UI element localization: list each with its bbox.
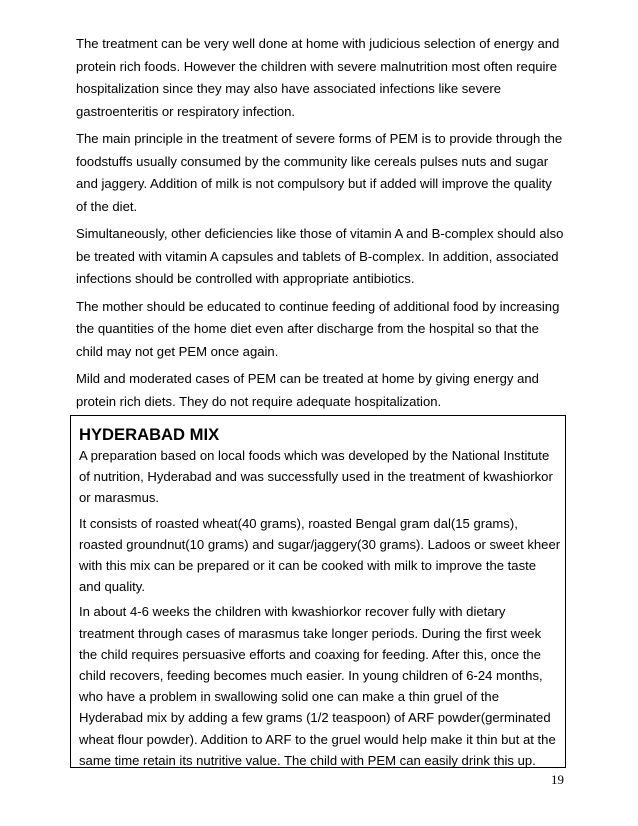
paragraph-mild-cases: Mild and moderated cases of PEM can be treated at home by giving energy and protein rich diets. They do not require adequate hospitalization.: [76, 371, 539, 409]
box-paragraph-definition: A preparation based on local foods which was developed by the National Institute of nutrition, Hyderabad and was successfully used in the treatment of kwashiorkor or marasmus.: [79, 448, 553, 506]
paragraph-other-deficiencies: Simultaneously, other deficiencies like those of vitamin A and B-complex should also be treated with vitamin A capsules and tablets of B-complex. In addition, associated infections should be controlled with appropriate antibiotics.: [76, 226, 564, 286]
paragraph-treatment-at-home: The treatment can be very well done at home with judicious selection of energy and protein rich foods. However the children with severe malnutrition most often require hospitalization since they may also have associated infections like severe gastroenteritis or respiratory infection.: [76, 36, 560, 119]
page-number: 19: [551, 772, 564, 787]
paragraph-mother-education: The mother should be educated to continue feeding of additional food by increasing the quantities of the home diet even after discharge from the hospital so that the child may not get PEM once again.: [76, 298, 560, 359]
hyderabad-mix-content: [79, 425, 561, 775]
hyderabad-mix-box: [70, 415, 566, 768]
paragraph-main-principle: The main principle in the treatment of severe forms of PEM is to provide through the foodstuffs usually consumed by the community like cereals pulses nuts and sugar and jaggery. Addition of milk is not compulsory but if added will improve the quality of the diet.: [76, 131, 563, 214]
box-paragraph-recovery: In about 4-6 weeks the children with kwashiorkor recover fully with dietary treatment through cases of marasmus take longer periods. During the first week the child requires persuasive efforts and coaxing for feeding. After this, once the child recovers, feeding becomes much easier. In young children of 6-24 months, who have a problem in swallowing solid one can make a thin gruel of the Hyderabad mix by adding a few grams (1/2 teaspoon) of ARF powder(germinated wheat flour powder). Addition to ARF to the gruel would help make it thin but at the same time retain its nutritive value. The child with PEM can easily drink this up.: [79, 604, 556, 768]
main-text: [76, 33, 566, 418]
box-paragraph-composition: It consists of roasted wheat(40 grams), roasted Bengal gram dal(15 grams), roasted groundnut(10 grams) and sugar/jaggery(30 grams). Ladoos or sweet kheer with this mix can be prepared or it can be cooked with milk to improve the taste and quality.: [79, 515, 561, 595]
box-title: HYDERABAD MIX: [79, 425, 220, 444]
